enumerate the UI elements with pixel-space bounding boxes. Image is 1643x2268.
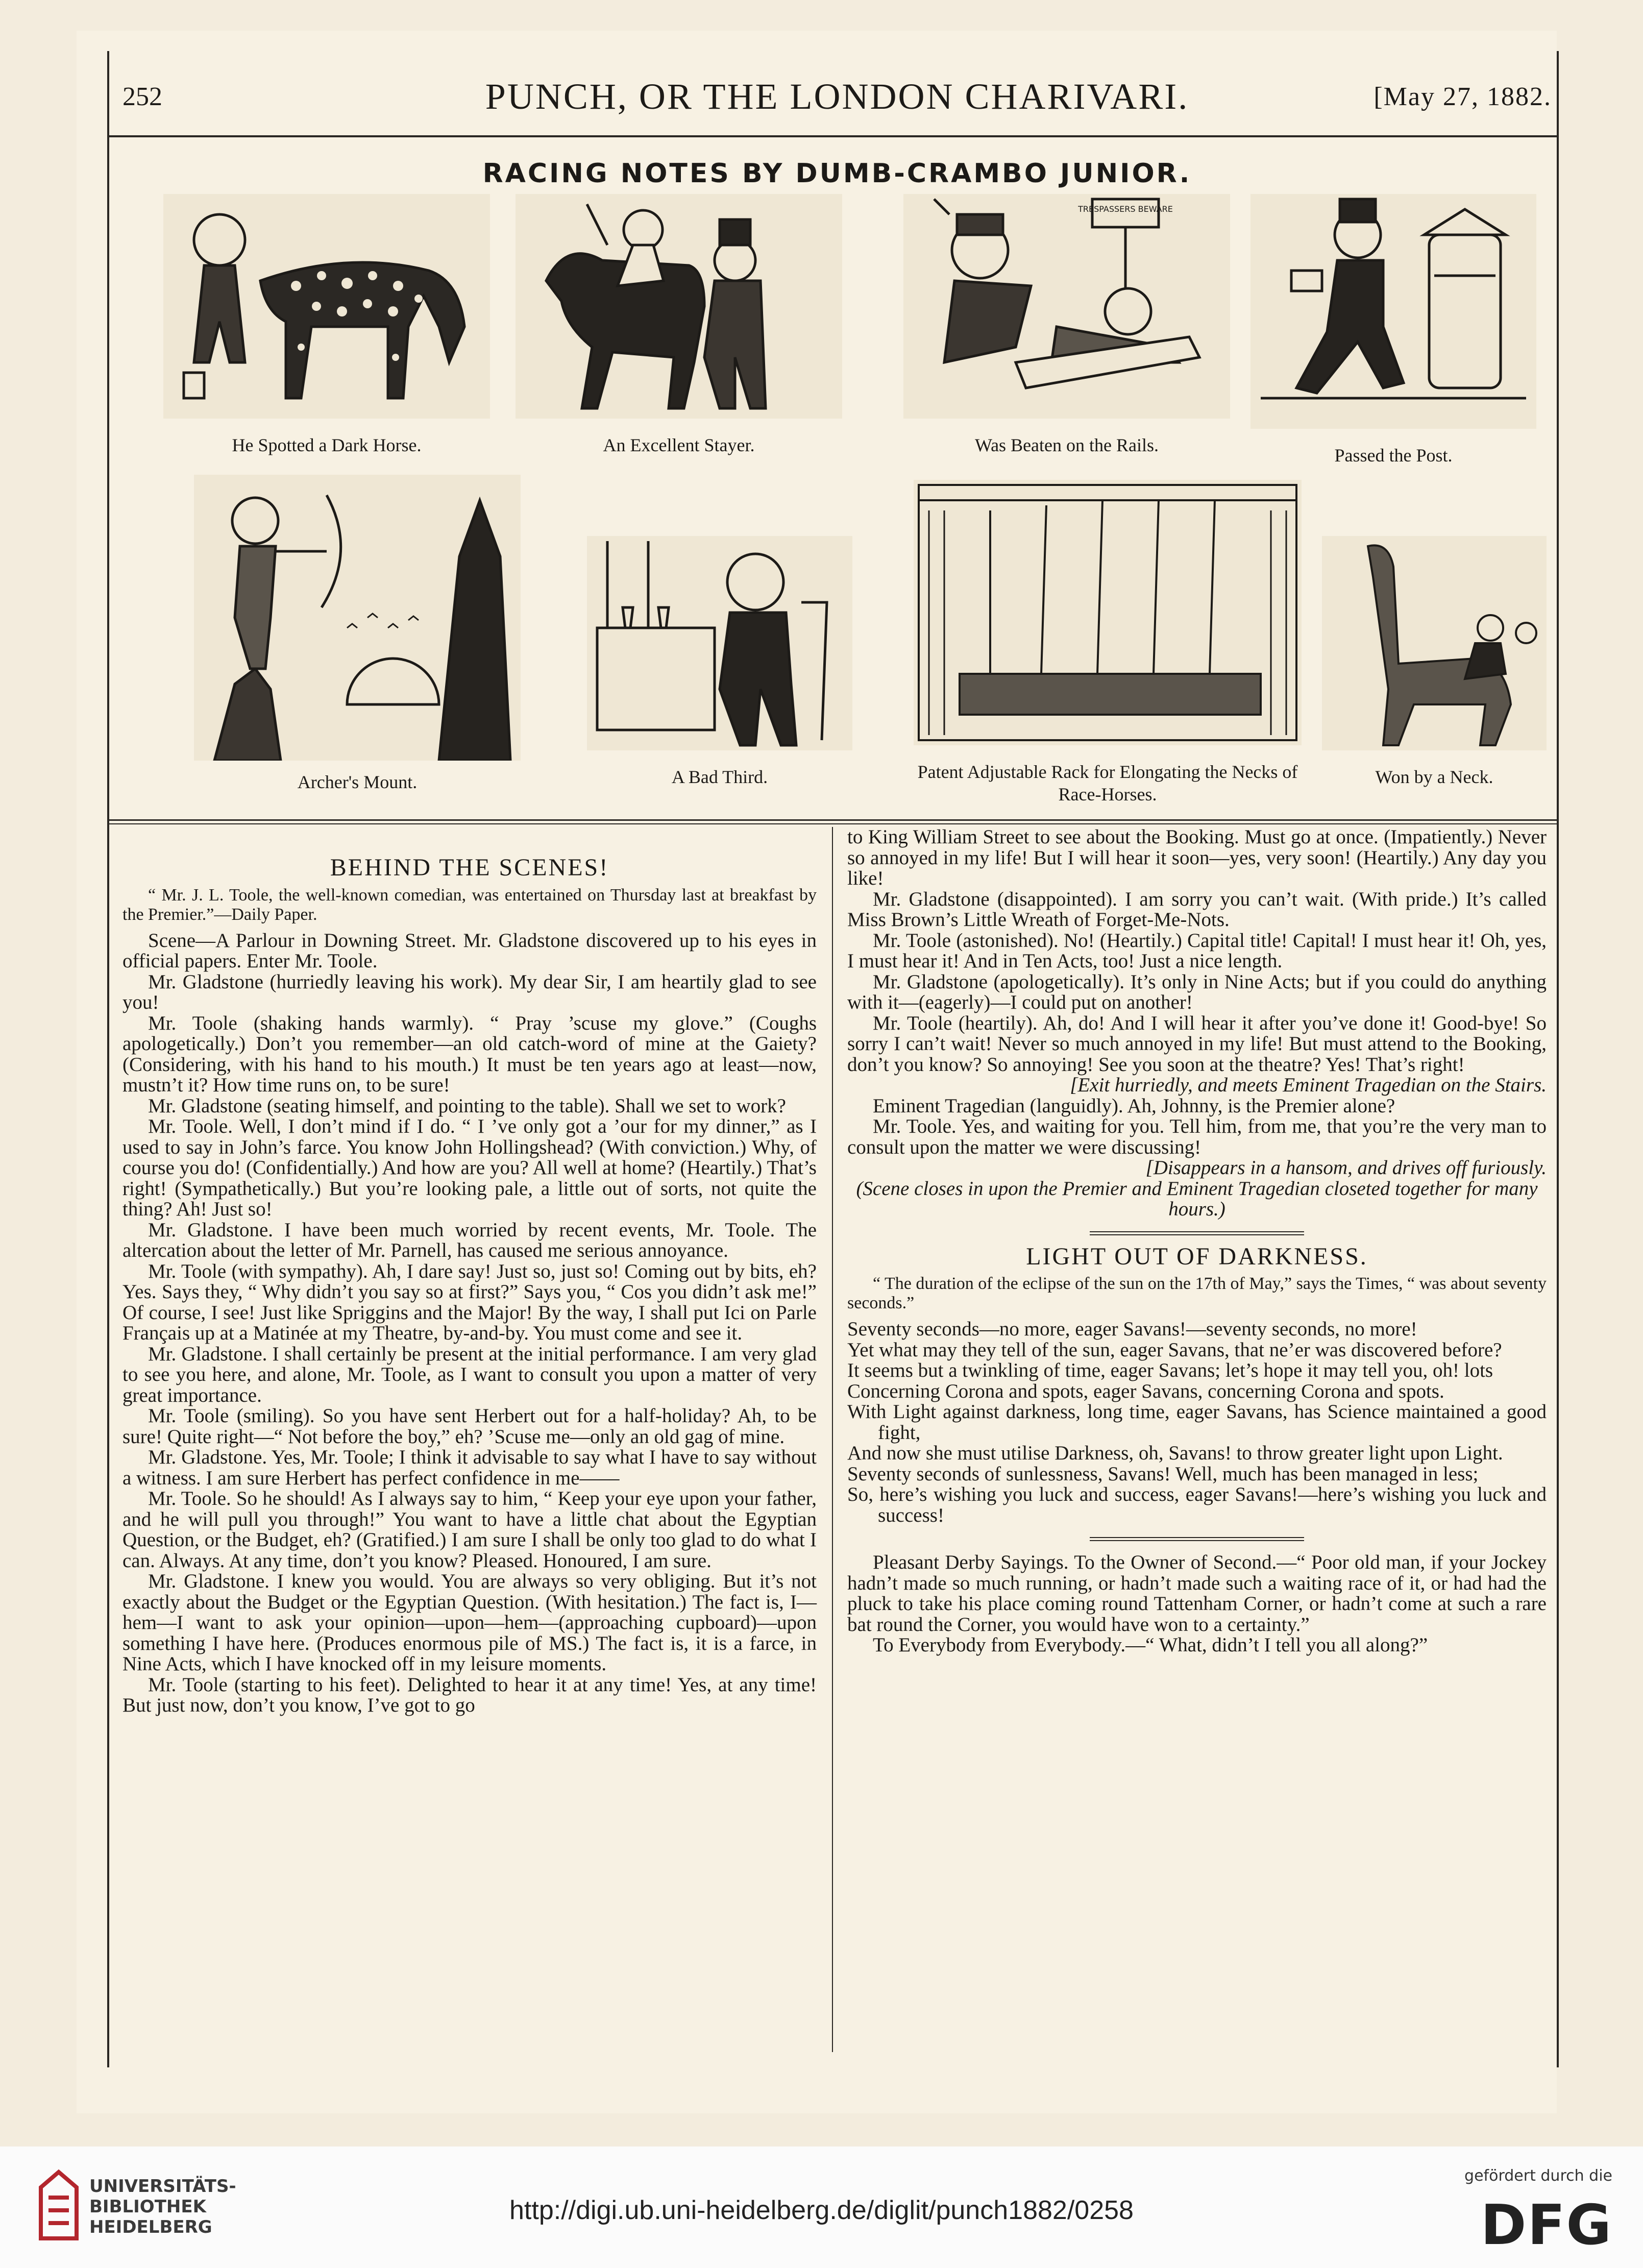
issue-date: [May 27, 1882. — [1374, 82, 1552, 111]
paragraph: Mr. Toole (starting to his feet). Delighted to hear it at any time! Yes, at any time! But just now, don’t you know, I’ve got to go — [122, 1673, 817, 1716]
paragraph: Mr. Toole. So he should! As I always say to him, “ Keep your eye upon your father, and he will pull you through!” You want to have a little chat about the Egyptian Question, or the Budget, eh? (Gratified.) I am sure I shall be only too glad to do what I can. Always. At any time, don’t you know? Pleased. Honoured, I am sure. — [122, 1487, 817, 1572]
panel-caption: Archer's Mount. — [297, 772, 418, 792]
column-divider — [832, 827, 833, 2052]
poem-verses — [847, 1319, 1547, 1526]
verse-line: Concerning Corona and spots, eager Savans, concerning Corona and spots. — [847, 1380, 1444, 1402]
cartoon-panel-beaten-on-rails — [903, 194, 1230, 459]
paragraph: Mr. Gladstone. Yes, Mr. Toole; I think it advisable to say what I have to say without a witness. I am sure Herbert has perfect confidence in me—— — [122, 1446, 817, 1489]
cartoon-panel-dark-horse — [163, 194, 490, 459]
panel-caption: Was Beaten on the Rails. — [974, 435, 1159, 455]
publication-title: PUNCH, OR THE LONDON CHARIVARI. — [485, 76, 1189, 117]
poem-title: LIGHT OUT OF DARKNESS. — [1026, 1242, 1368, 1270]
left-column — [122, 854, 817, 1716]
paragraph: Mr. Toole (heartily). Ah, do! And I will hear it after you’ve done it! Good-bye! So sorry I can’t wait! Never so much annoyed in my life! But must attend to the Booking, don’t you know? So annoying! See you soon at the theatre? Yes! That’s right! — [847, 1012, 1547, 1076]
library-name: UNIVERSITÄTS- BIBLIOTHEK HEIDELBERG — [89, 2176, 236, 2237]
running-header — [117, 66, 1557, 133]
cartoon-title: RACING NOTES BY DUMB-CRAMBO JUNIOR. — [482, 158, 1192, 189]
paragraph: Mr. Gladstone (disappointed). I am sorry you can’t wait. (With pride.) It’s called Miss Brown’s Little Wreath of Forget-Me-Nots. — [847, 888, 1547, 931]
paragraph: Mr. Toole (shaking hands warmly). “ Pray ’scuse my glove.” (Coughs apologetically.) Don’t you remember—an old catch-word of mine at the Gaiety? (Considering, with his hand to his mouth.) It must be ten years ago at least—now, mustn’t it? How time runs on, to be sure! — [122, 1012, 817, 1096]
bad-third-illustration — [587, 536, 852, 750]
poem-epigraph: “ The duration of the eclipse of the sun on the 17th of May,” says the Times, “ was about seventy seconds.” — [847, 1274, 1547, 1312]
panel-caption: Won by a Neck. — [1375, 767, 1493, 787]
panel-caption: Passed the Post. — [1334, 445, 1453, 466]
stayer-illustration — [516, 194, 842, 419]
digitization-footer — [0, 2147, 1643, 2268]
paragraph: Mr. Gladstone (seating himself, and pointing to the table). Shall we set to work? — [148, 1094, 786, 1117]
paragraph: Mr. Gladstone (hurriedly leaving his work). My dear Sir, I am heartily glad to see you! — [122, 970, 817, 1013]
cartoon-panel-patent-rack — [914, 480, 1302, 827]
cartoon-panel-excellent-stayer — [516, 194, 842, 459]
verse-line: Seventy seconds of sunlessness, Savans! Well, much has been managed in less; — [847, 1462, 1479, 1485]
article-title: BEHIND THE SCENES! — [330, 854, 609, 881]
neck-illustration — [1322, 536, 1547, 750]
stage-direction: [Disappears in a hansom, and drives off furiously. — [1145, 1157, 1547, 1179]
post-illustration — [1250, 194, 1536, 429]
verse-line: It seems but a twinkling of time, eager Savans; let’s hope it may tell you, oh! lots — [847, 1359, 1493, 1381]
dfg-logo: DFG — [1480, 2193, 1612, 2257]
cartoon-panel-bad-third — [587, 536, 852, 796]
cartoon-panel-won-by-neck — [1322, 536, 1547, 796]
paragraph: Mr. Toole (with sympathy). Ah, I dare say! Just so, just so! Coming out by bits, eh? Yes. Says they, “ Why didn’t you say so at first?” Says you, “ Cos you didn’t ask me!” Of course, I see! Just like Spriggins and the Major! By the way, I shall put Ici on Parle Français up at a Matinée at my Theatre, by-and-by. You must come and see it. — [122, 1260, 817, 1344]
page-number: 252 — [122, 82, 162, 111]
article-epigraph: “ Mr. J. L. Toole, the well-known comedian, was entertained on Thursday last at breakfast by the Premier.”—Daily Paper. — [122, 885, 817, 924]
verse-line: Seventy seconds—no more, eager Savans!—seventy seconds, no more! — [847, 1318, 1417, 1340]
stage-direction: [Exit hurriedly, and meets Eminent Tragedian on the Stairs. — [1070, 1074, 1547, 1096]
funding-note: gefördert durch die — [1464, 2167, 1612, 2185]
panel-caption: Patent Adjustable Rack for Elongating the Necks of Race-Horses. — [917, 762, 1298, 804]
paragraph: Mr. Gladstone (apologetically). It’s only in Nine Acts; but if you could do anything with it—(eagerly)—I could put on another! — [847, 970, 1547, 1013]
paragraph: Mr. Gladstone. I have been much worried by recent events, Mr. Toole. The altercation about the letter of Mr. Parnell, has caused me serious annoyance. — [122, 1218, 817, 1261]
paragraph: Mr. Toole. Well, I don’t mind if I do. “ I ’ve only got a ’our for my dinner,” as I used to say in John’s farce. You know John Hollingshead? (With conviction.) Why, of course you do! (Confidentially.) And how are you? All well at home? (Heartily.) That’s right! (Sympathetically.) But you’re looking pale, a little out of sorts, not quite the thing? Ah! Just so! — [122, 1115, 817, 1220]
paragraph: Mr. Gladstone. I knew you would. You are always so very obliging. But it’s not exactly about the Budget or the Egyptian Question. (With hesitation.) The fact is, I—hem—I want to ask your opinion—upon—hem—(approaching cupboard)—upon something I have here. (Produces enormous pile of MS.) The fact is, it is a farce, in Nine Acts, which I have knocked off in my leisure moments. — [122, 1570, 817, 1675]
paragraph: Mr. Toole (smiling). So you have sent Herbert out for a half-holiday? Ah, to be sure! Quite right—“ Not before the boy,” eh? ’Scuse me—only an old gag of mine. — [122, 1405, 817, 1448]
cartoon-panel-passed-post — [1250, 194, 1536, 470]
section-divider — [1090, 1537, 1304, 1541]
right-border — [1557, 51, 1559, 2067]
paragraph: Scene—A Parlour in Downing Street. Mr. Gladstone discovered up to his eyes in official papers. Enter Mr. Toole. — [122, 929, 817, 972]
trespassers-sign-text: TRESPASSERS BEWARE — [1078, 204, 1173, 214]
section-divider — [1090, 1231, 1304, 1235]
verse-line: With Light against darkness, long time, eager Savans, has Science maintained a good fight, — [847, 1401, 1547, 1444]
paragraph: to King William Street to see about the Booking. Must go at once. (Impatiently.) Never so annoyed in my life! But I will hear it soon—yes, very soon! (Heartily.) Any day you like! — [847, 826, 1547, 889]
archer-illustration — [194, 475, 521, 761]
paragraph: Mr. Gladstone. I shall certainly be present at the initial performance. I am very glad to see you here, and alone, Mr. Toole, as I want to consult you upon a matter of very great importance. — [122, 1343, 817, 1406]
derby-paragraph: To Everybody from Everybody.—“ What, didn’t I tell you all along?” — [873, 1634, 1428, 1656]
derby-paragraph: Pleasant Derby Sayings. To the Owner of Second.—“ Poor old man, if your Jockey hadn’t made so much running, or hadn’t made such a waiting race of it, or had had the pluck to take his place coming round Tattenham Corner, or hadn’t come at such a rare bat round the Corner, you would have won to a certainty.” — [847, 1551, 1547, 1636]
verse-line: Yet what may they tell of the sun, eager Savans, that ne’er was discovered before? — [847, 1338, 1502, 1361]
panel-caption: An Excellent Stayer. — [603, 435, 755, 455]
verse-line: And now she must utilise Darkness, oh, Savans! to throw greater light upon Light. — [847, 1442, 1503, 1464]
paragraph: Mr. Toole (astonished). No! (Heartily.) Capital title! Capital! I must hear it! Oh, yes, I must hear it! And in Ten Acts, too! Just a nice length. — [847, 929, 1547, 972]
cartoon-bottom-rule — [107, 819, 1559, 821]
panel-caption: He Spotted a Dark Horse. — [232, 435, 422, 455]
source-url-link[interactable]: http://digi.ub.uni-heidelberg.de/diglit/punch1882/0258 — [509, 2196, 1134, 2225]
left-border — [107, 51, 109, 2067]
rack-illustration — [914, 480, 1302, 745]
stage-direction: (Scene closes in upon the Premier and Eminent Tragedian closeted together for many hours.) — [856, 1177, 1538, 1220]
cartoon-bottom-rule-2 — [107, 823, 1559, 824]
rails-illustration — [903, 194, 1230, 419]
newspaper-page — [77, 31, 1557, 2113]
paragraph: Eminent Tragedian (languidly). Ah, Johnny, is the Premier alone? — [873, 1094, 1395, 1117]
panel-caption: A Bad Third. — [671, 767, 768, 787]
cartoon-panel-archers-mount — [194, 475, 521, 796]
header-rule — [107, 135, 1559, 137]
dark-horse-illustration — [163, 194, 490, 419]
right-column — [847, 827, 1547, 1656]
paragraph: Mr. Toole. Yes, and waiting for you. Tell him, from me, that you’re the very man to consult upon the matter we were discussing! — [847, 1115, 1547, 1158]
verse-line: So, here’s wishing you luck and success, eager Savans!—here’s wishing you luck and success! — [847, 1483, 1547, 1526]
